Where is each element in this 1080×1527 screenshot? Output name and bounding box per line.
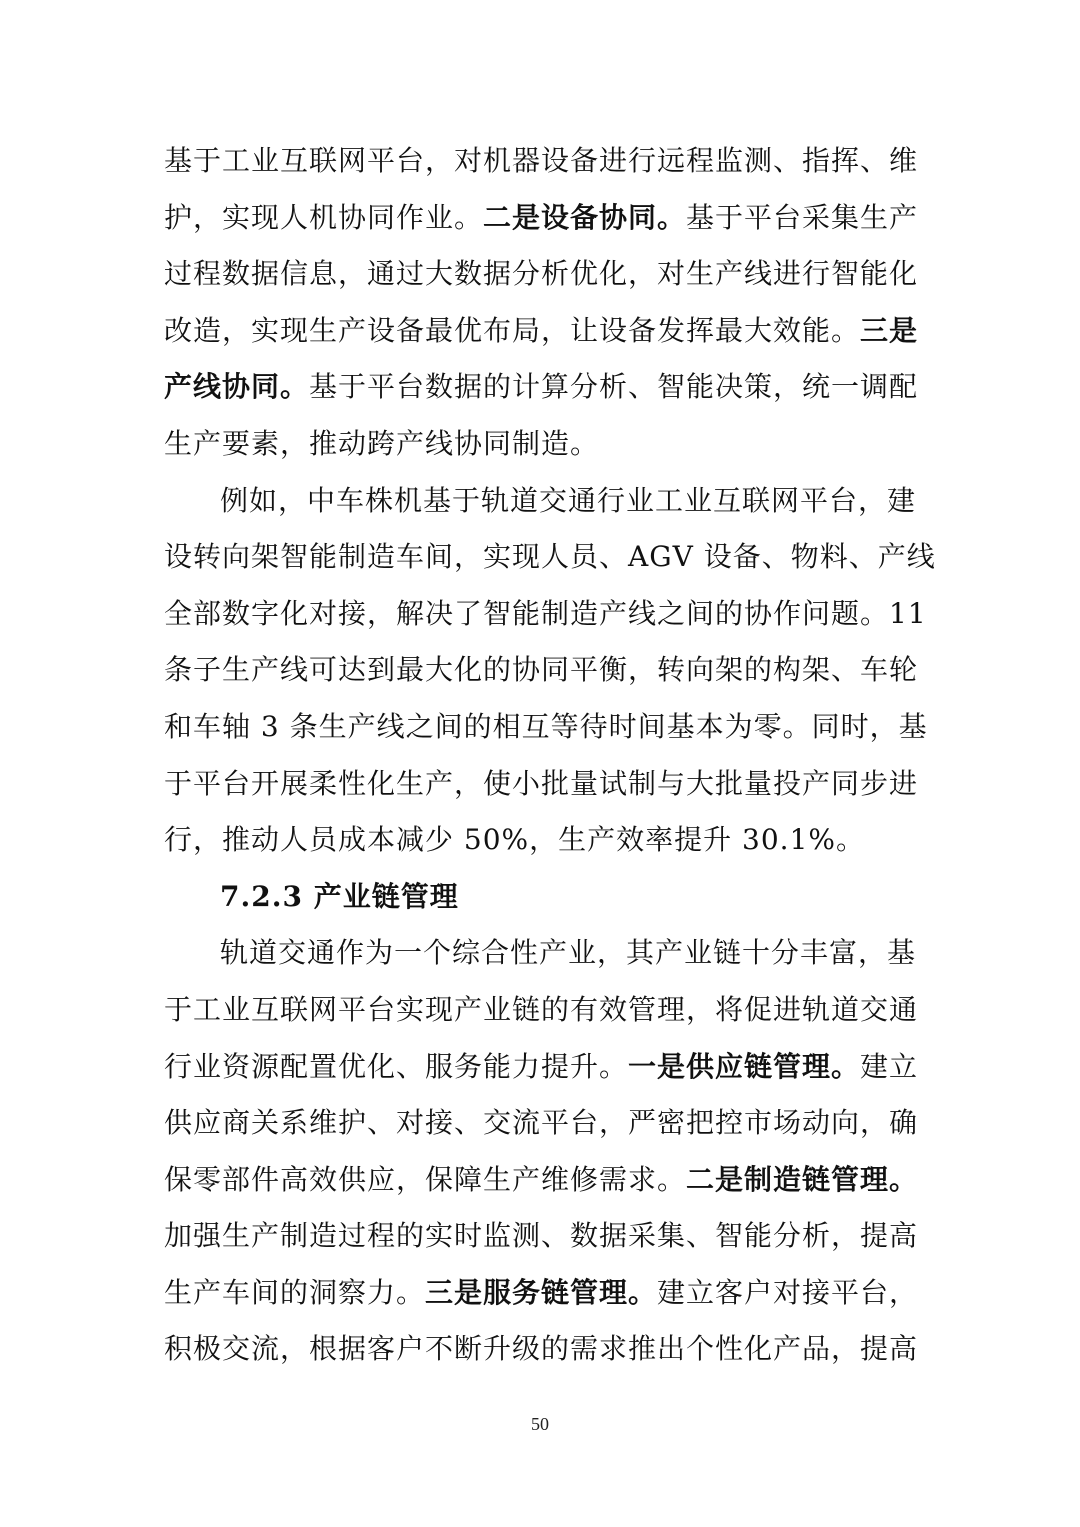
- text-line: 过程数据信息，通过大数据分析优化，对生产线进行智能化: [164, 257, 919, 291]
- text-run: 生产车间的洞察力。: [164, 1275, 426, 1309]
- text-line: 积极交流，根据客户不断升级的需求推出个性化产品，提高: [164, 1332, 919, 1366]
- text-line: 加强生产制造过程的实时监测、数据采集、智能分析，提高: [164, 1219, 919, 1253]
- text-line: 于平台开展柔性化生产，使小批量试制与大批量投产同步进: [164, 766, 919, 800]
- text-run: 保零部件高效供应，保障生产维修需求。: [164, 1162, 687, 1196]
- bold-run: 产线协同。: [164, 370, 310, 404]
- text-run: 行业资源配置优化、服务能力提升。: [164, 1049, 629, 1083]
- section-heading: 7.2.3 产业链管理: [220, 879, 459, 913]
- document-body: [164, 133, 936, 1378]
- text-line: 设转向架智能制造车间，实现人员、AGV 设备、物料、产线: [164, 540, 936, 574]
- bold-run: 三是: [860, 313, 919, 347]
- paragraph-example: [164, 473, 936, 869]
- text-run: 建立: [860, 1049, 919, 1083]
- text-run: 改造，实现生产设备最优布局，让设备发挥最大效能。: [164, 313, 861, 347]
- bold-run: 三是服务链管理。: [425, 1275, 658, 1309]
- text-line: 于工业互联网平台实现产业链的有效管理，将促进轨道交通: [164, 992, 919, 1026]
- text-line: [164, 1265, 919, 1322]
- text-line: [164, 359, 919, 416]
- text-line: 生产要素，推动跨产线协同制造。: [164, 426, 600, 460]
- text-line: 轨道交通作为一个综合性产业，其产业链十分丰富，基: [220, 936, 917, 970]
- text-line: [164, 303, 919, 360]
- bold-run: 一是供应链管理。: [628, 1049, 861, 1083]
- text-line: [164, 190, 919, 247]
- paragraph-industry-chain: [164, 925, 919, 1378]
- text-line: 例如，中车株机基于轨道交通行业工业互联网平台，建: [220, 483, 917, 517]
- paragraph-collaboration: [164, 133, 919, 473]
- text-line: [164, 1039, 919, 1096]
- text-line: [164, 1152, 919, 1209]
- text-line: 全部数字化对接，解决了智能制造产线之间的协作问题。11: [164, 596, 927, 630]
- text-line: 行，推动人员成本减少 50%，生产效率提升 30.1%。: [164, 823, 865, 857]
- bold-run: 二是设备协同。: [483, 200, 687, 234]
- text-run: 护，实现人机协同作业。: [164, 200, 484, 234]
- bold-run: 二是制造链管理。: [686, 1162, 919, 1196]
- text-run: 基于平台数据的计算分析、智能决策，统一调配: [309, 370, 919, 404]
- text-line: 和车轴 3 条生产线之间的相互等待时间基本为零。同时，基: [164, 709, 928, 743]
- text-line: 条子生产线可达到最大化的协同平衡，转向架的构架、车轮: [164, 653, 919, 687]
- text-run: 建立客户对接平台，: [657, 1275, 919, 1309]
- page-number: 50: [531, 1414, 549, 1434]
- text-run: 基于平台采集生产: [686, 200, 919, 234]
- text-line: 供应商关系维护、对接、交流平台，严密把控市场动向，确: [164, 1106, 919, 1140]
- text-line: 基于工业互联网平台，对机器设备进行远程监测、指挥、维: [164, 144, 919, 177]
